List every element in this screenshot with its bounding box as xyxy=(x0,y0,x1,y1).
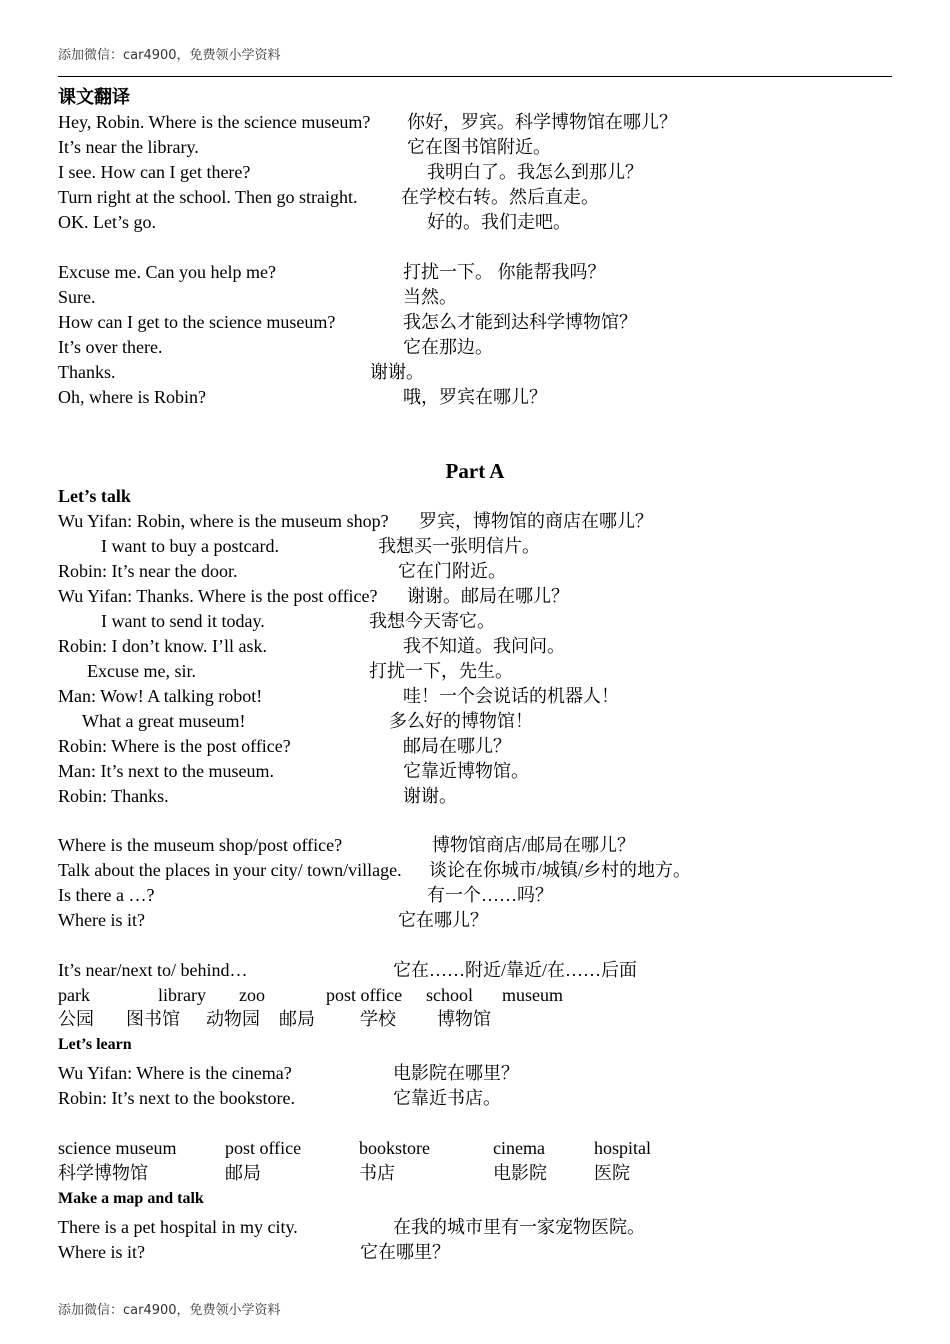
phrase-zh: 它在……附近/靠近/在……后面 xyxy=(393,960,638,980)
dialogue-en: Robin: Thanks. xyxy=(58,786,169,806)
section-heading-make-map: Make a map and talk xyxy=(58,1190,204,1207)
dialogue-en: How can I get to the science museum? xyxy=(58,312,336,332)
vocab-zh: 邮局 xyxy=(279,1009,315,1029)
dialogue-en: Man: Wow! A talking robot! xyxy=(58,686,263,706)
vocab-en: bookstore xyxy=(359,1138,430,1158)
dialogue-zh: 在学校右转。然后直走。 xyxy=(401,187,599,207)
dialogue-en: Robin: I don’t know. I’ll ask. xyxy=(58,636,267,656)
phrase-en: Is there a …? xyxy=(58,885,155,905)
phrase-en: Where is it? xyxy=(58,910,145,930)
dialogue-zh: 邮局在哪儿？ xyxy=(403,736,511,756)
dialogue-en: Man: It’s next to the museum. xyxy=(58,761,274,781)
vocab-zh: 医院 xyxy=(594,1163,630,1183)
dialogue-en: OK. Let’s go. xyxy=(58,212,156,232)
dialogue-zh: 在我的城市里有一家宠物医院。 xyxy=(393,1217,645,1237)
page-footer: 添加微信：car4900，免费领小学资料 xyxy=(58,1303,281,1318)
vocab-zh: 科学博物馆 xyxy=(58,1163,148,1183)
dialogue-en: Excuse me. Can you help me? xyxy=(58,262,276,282)
dialogue-zh: 你好，罗宾。科学博物馆在哪儿？ xyxy=(407,112,677,132)
dialogue-zh: 它靠近博物馆。 xyxy=(403,761,529,781)
dialogue-en: Robin: Where is the post office? xyxy=(58,736,291,756)
phrase-en: Where is the museum shop/post office? xyxy=(58,835,343,855)
dialogue-zh: 打扰一下。 你能帮我吗？ xyxy=(403,262,606,282)
dialogue-zh: 罗宾，博物馆的商店在哪儿？ xyxy=(419,511,653,531)
phrase-en: Talk about the places in your city/ town/village. xyxy=(58,860,402,880)
dialogue-en: It’s over there. xyxy=(58,337,163,357)
phrase-zh: 博物馆商店/邮局在哪儿？ xyxy=(432,835,635,855)
vocab-en: museum xyxy=(502,985,563,1005)
dialogue-en: Thanks. xyxy=(58,362,116,382)
dialogue-en: It’s near the library. xyxy=(58,137,199,157)
section-heading-lets-learn: Let’s learn xyxy=(58,1036,132,1053)
dialogue-en: Wu Yifan: Robin, where is the museum shop? xyxy=(58,511,389,531)
dialogue-zh: 电影院在哪里？ xyxy=(393,1063,519,1083)
dialogue-en: I want to buy a postcard. xyxy=(101,536,279,556)
page-header: 添加微信：car4900，免费领小学资料 xyxy=(58,48,281,63)
dialogue-zh: 哦，罗宾在哪儿？ xyxy=(403,387,547,407)
vocab-en: zoo xyxy=(239,985,265,1005)
vocab-zh: 动物园 xyxy=(206,1009,260,1029)
phrase-zh: 它在哪儿？ xyxy=(398,910,488,930)
vocab-en: hospital xyxy=(594,1138,651,1158)
dialogue-en: Robin: It’s near the door. xyxy=(58,561,238,581)
dialogue-zh: 多么好的博物馆！ xyxy=(389,711,533,731)
vocab-en: library xyxy=(158,985,206,1005)
dialogue-en: Excuse me, sir. xyxy=(87,661,196,681)
dialogue-en: Wu Yifan: Thanks. Where is the post office? xyxy=(58,586,378,606)
dialogue-en: Sure. xyxy=(58,287,96,307)
vocab-zh: 博物馆 xyxy=(437,1009,491,1029)
dialogue-zh: 它在哪里？ xyxy=(360,1242,450,1262)
dialogue-zh: 它靠近书店。 xyxy=(393,1088,501,1108)
dialogue-zh: 谢谢。 xyxy=(403,786,457,806)
vocab-zh: 图书馆 xyxy=(126,1009,180,1029)
dialogue-en: Where is it? xyxy=(58,1242,145,1262)
dialogue-en: Hey, Robin. Where is the science museum? xyxy=(58,112,371,132)
dialogue-zh: 我想今天寄它。 xyxy=(369,611,495,631)
dialogue-en: Wu Yifan: Where is the cinema? xyxy=(58,1063,292,1083)
section-heading-lets-talk: Let’s talk xyxy=(58,486,131,506)
dialogue-en: What a great museum! xyxy=(82,711,246,731)
vocab-zh: 书店 xyxy=(359,1163,395,1183)
dialogue-zh: 打扰一下，先生。 xyxy=(369,661,513,681)
section-heading-translation: 课文翻译 xyxy=(58,87,130,107)
dialogue-zh: 谢谢。 xyxy=(370,362,424,382)
phrase-zh: 有一个……吗？ xyxy=(427,885,553,905)
vocab-en: school xyxy=(426,985,473,1005)
page-title: Part A xyxy=(445,459,505,483)
vocab-zh: 学校 xyxy=(360,1009,396,1029)
header-divider xyxy=(58,76,892,77)
dialogue-en: Oh, where is Robin? xyxy=(58,387,206,407)
vocab-zh: 电影院 xyxy=(493,1163,547,1183)
dialogue-zh: 它在门附近。 xyxy=(398,561,506,581)
dialogue-en: There is a pet hospital in my city. xyxy=(58,1217,298,1237)
vocab-en: post office xyxy=(326,985,403,1005)
dialogue-zh: 好的。我们走吧。 xyxy=(427,212,571,232)
dialogue-zh: 我想买一张明信片。 xyxy=(378,536,540,556)
vocab-en: science museum xyxy=(58,1138,177,1158)
phrase-zh: 谈论在你城市/城镇/乡村的地方。 xyxy=(429,860,692,880)
vocab-en: cinema xyxy=(493,1138,545,1158)
vocab-zh: 公园 xyxy=(58,1009,94,1029)
dialogue-en: Turn right at the school. Then go straight. xyxy=(58,187,358,207)
dialogue-zh: 谢谢。邮局在哪儿？ xyxy=(407,586,569,606)
dialogue-en: Robin: It’s next to the bookstore. xyxy=(58,1088,295,1108)
dialogue-zh: 当然。 xyxy=(403,287,457,307)
vocab-zh: 邮局 xyxy=(225,1163,261,1183)
dialogue-zh: 它在那边。 xyxy=(403,337,493,357)
vocab-en: park xyxy=(58,985,90,1005)
phrase-en: It’s near/next to/ behind… xyxy=(58,960,248,980)
dialogue-zh: 我怎么才能到达科学博物馆？ xyxy=(403,312,637,332)
vocab-en: post office xyxy=(225,1138,302,1158)
dialogue-en: I see. How can I get there? xyxy=(58,162,251,182)
dialogue-zh: 我明白了。我怎么到那儿？ xyxy=(427,162,643,182)
dialogue-en: I want to send it today. xyxy=(101,611,265,631)
dialogue-zh: 它在图书馆附近。 xyxy=(407,137,551,157)
dialogue-zh: 哇！一个会说话的机器人！ xyxy=(403,686,619,706)
dialogue-zh: 我不知道。我问问。 xyxy=(403,636,565,656)
